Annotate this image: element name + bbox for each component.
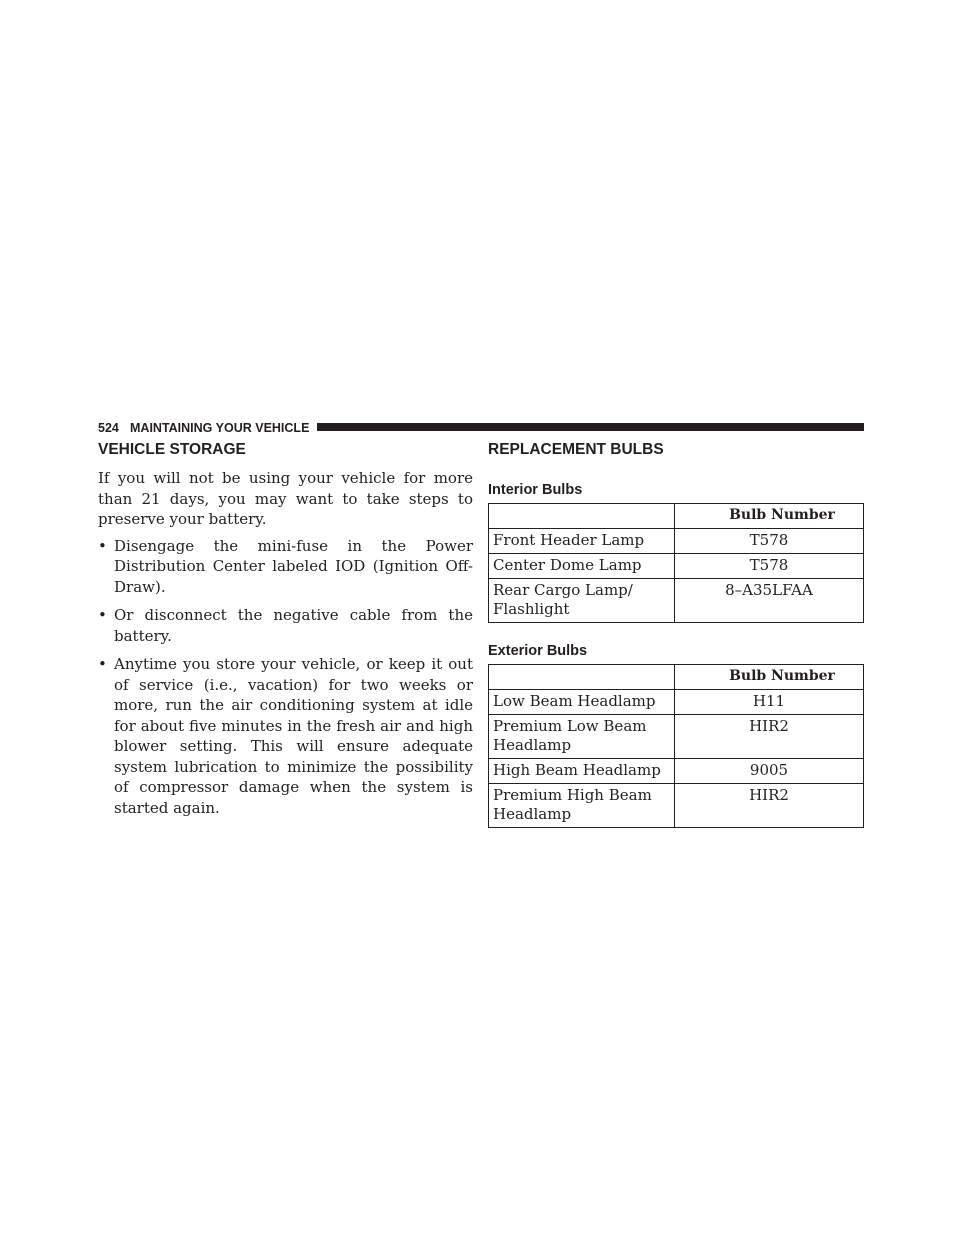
interior-rows xyxy=(489,529,864,623)
bullet-text: Disengage the mini-fuse in the Power Distribution Center labeled IOD (Ignition Off-Draw). xyxy=(114,536,473,596)
interior-bulbs-heading: Interior Bulbs xyxy=(488,482,583,498)
vehicle-storage-heading: VEHICLE STORAGE xyxy=(98,441,246,458)
bulb-number-cell: 8–A35LFAA xyxy=(675,579,864,623)
interior-bulbs-table xyxy=(488,503,864,623)
bulb-location-cell: High Beam Headlamp xyxy=(489,759,675,784)
bulb-location-cell: Premium High Beam Headlamp xyxy=(489,784,675,828)
bulb-location-cell: Premium Low Beam Headlamp xyxy=(489,715,675,759)
bulb-number-cell: T578 xyxy=(675,554,864,579)
vehicle-storage-intro: If you will not be using your vehicle for more than 21 days, you may want to take steps to preserve your battery. xyxy=(98,469,473,528)
table-header-cell xyxy=(489,665,675,690)
table-header-cell xyxy=(489,504,675,529)
bulb-location-cell: Front Header Lamp xyxy=(489,529,675,554)
bullet-text: Or disconnect the negative cable from the battery. xyxy=(114,606,473,645)
exterior-bulbs-heading: Exterior Bulbs xyxy=(488,643,588,659)
exterior-rows xyxy=(489,690,864,828)
bulb-number-cell: HIR2 xyxy=(675,784,864,828)
bullet-item xyxy=(98,536,473,598)
bulb-number-cell: 9005 xyxy=(675,759,864,784)
page-header xyxy=(98,419,864,437)
header-rule xyxy=(317,423,864,431)
page-number: 524 xyxy=(98,421,119,435)
table-header-cell: Bulb Number xyxy=(675,665,864,690)
table-row xyxy=(489,554,864,579)
bullet-item xyxy=(98,605,473,646)
table-header-row xyxy=(489,504,864,529)
bulb-number-cell: HIR2 xyxy=(675,715,864,759)
vehicle-storage-section xyxy=(98,438,473,826)
bullet-item xyxy=(98,654,473,818)
table-row xyxy=(489,715,864,759)
table-header-row xyxy=(489,665,864,690)
table-row xyxy=(489,690,864,715)
replacement-bulbs-section xyxy=(488,438,864,828)
section-name: MAINTAINING YOUR VEHICLE xyxy=(130,421,310,435)
bullet-icon: • xyxy=(98,655,107,673)
vehicle-storage-bullets xyxy=(98,536,473,819)
bullet-icon: • xyxy=(98,536,107,555)
table-row xyxy=(489,529,864,554)
bulb-location-cell: Low Beam Headlamp xyxy=(489,690,675,715)
bulb-location-cell: Rear Cargo Lamp/ Flashlight xyxy=(489,579,675,623)
bulb-location-cell: Center Dome Lamp xyxy=(489,554,675,579)
table-row xyxy=(489,784,864,828)
table-row xyxy=(489,579,864,623)
table-header-cell: Bulb Number xyxy=(675,504,864,529)
bulb-number-cell: T578 xyxy=(675,529,864,554)
exterior-bulbs-table xyxy=(488,664,864,828)
table-row xyxy=(489,759,864,784)
replacement-bulbs-heading: REPLACEMENT BULBS xyxy=(488,441,664,458)
bulb-number-cell: H11 xyxy=(675,690,864,715)
bullet-icon: • xyxy=(98,606,107,624)
bullet-text: Anytime you store your vehicle, or keep it out of service (i.e., vacation) for two weeks or more, run the air conditioning system at idle for about five minutes in the fresh air and high blower setting. This will ensure adequate system lubrication to minimize the possibility of compressor damage when the system is started again. xyxy=(114,655,473,817)
